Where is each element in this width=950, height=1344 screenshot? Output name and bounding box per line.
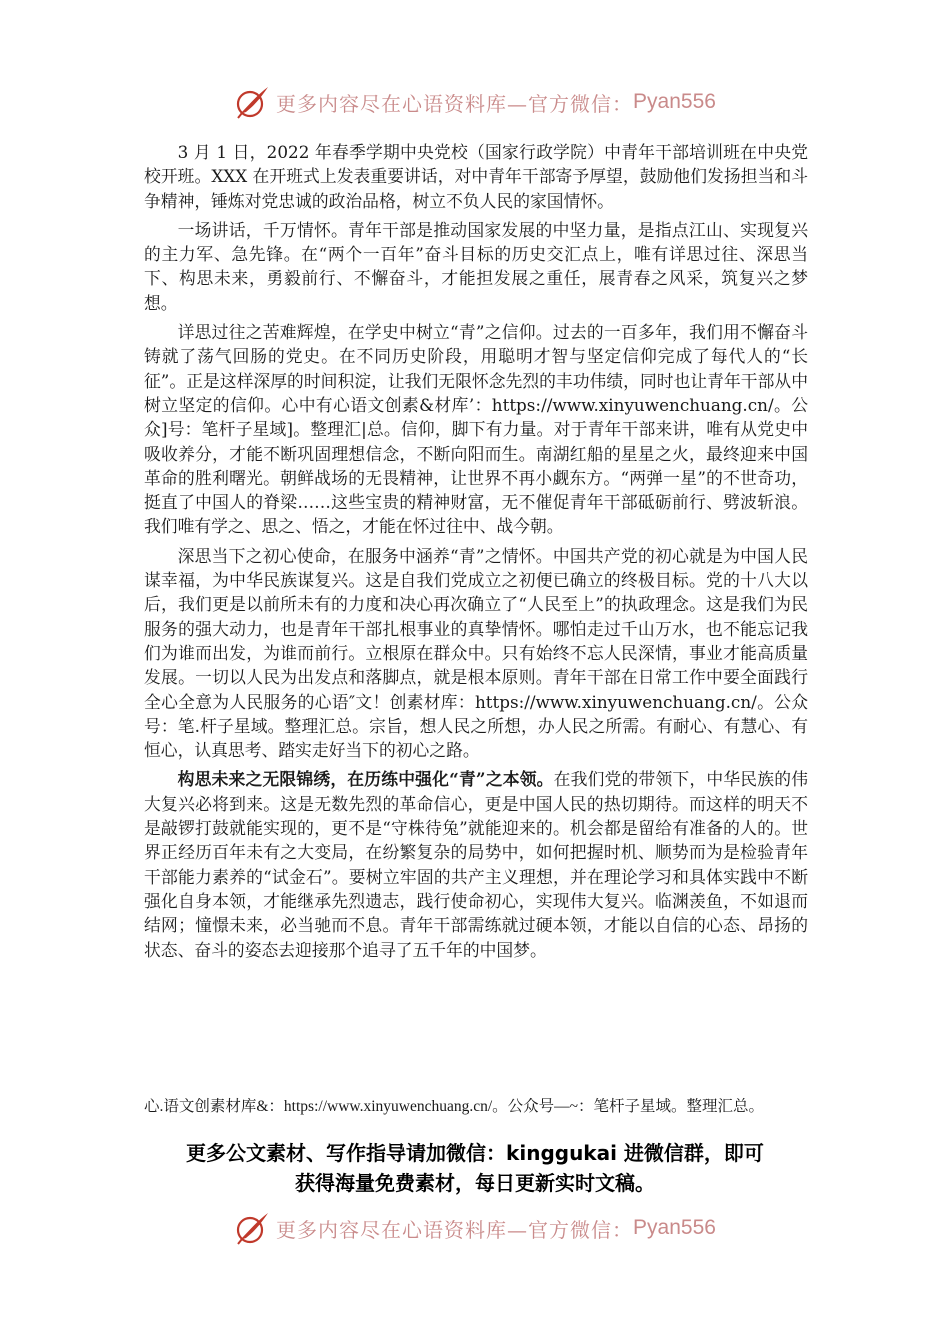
top-banner <box>0 80 950 124</box>
paragraph-5-lead: 构思未来之无限锦绣，在历练中强化“青”之本领。 <box>177 769 554 790</box>
promo-block <box>120 1138 830 1198</box>
promo-line-2: 获得海量免费素材，每日更新实时文稿。 <box>295 1171 655 1195</box>
paragraph-1: 3 月 1 日，2022 年春季学期中央党校（国家行政学院）中青年干部培训班在中央党校开班。XXX 在开班式上发表重要讲话，对中青年干部寄予厚望，鼓励他们发扬担当和斗争精神，锤炼对党忠诚的政治品格，树立不负人民的家国情怀。 <box>144 142 808 211</box>
bottom-banner <box>0 1206 950 1250</box>
promo-line-1: 更多公文素材、写作指导请加微信：kinggukai 进微信群，即可 <box>186 1141 764 1165</box>
source-line: 心.语文创素材库&：https://www.xinyuwenchuang.cn/。公众号—~：笔杆子星域。整理汇总。 <box>144 1098 765 1115</box>
paragraph-2: 一场讲话，千万情怀。青年干部是推动国家发展的中坚力量，是指点江山、实现复兴的主力军、急先锋。在“两个一百年”奋斗目标的历史交汇点上，唯有详思过往、深思当下、构思未来，勇毅前行、不懈奋斗，才能担发展之重任，展青春之风采，筑复兴之梦想。 <box>144 219 808 313</box>
banner-text: 更多内容尽在心语资料库—官方微信： <box>276 1217 634 1242</box>
paragraph-5 <box>144 767 808 961</box>
banner-wechat-id: Pyan556 <box>633 1216 716 1239</box>
paragraph-3: 详思过往之苦难辉煌，在学史中树立“青”之信仰。过去的一百多年，我们用不懈奋斗铸就了荡气回肠的党史。在不同历史阶段，用聪明才智与坚定信仰完成了每代人的“长征”。正是这样深厚的时间积淀，让我们无限怀念先烈的丰功伟绩，同时也让青年干部从中树立坚定的信仰。心中有心语文创素&材库’：https://www.xinyuwenchuang.cn/。公众]号：笔杆子星域]。整理汇|总。信仰，脚下有力量。对于青年干部来讲，唯有从党史中吸收养分，才能不断巩固理想信念，不断向阳而生。南湖红船的星星之火，最终迎来中国革命的胜利曙光。朝鲜战场的无畏精神，让世界不再小觑东方。“两弹一星”的不世奇功，挺直了中国人的脊梁……这些宝贵的精神财富，无不催促青年干部砥砺前行、劈波斩浪。我们唯有学之、思之、悟之，才能在怀过往中、战今朝。 <box>144 322 808 537</box>
paragraph-5-body: 在我们党的带领下，中华民族的伟大复兴必将到来。这是无数先烈的革命信心，更是中国人民的热切期待。而这样的明天不是敲锣打鼓就能实现的，更不是“守株待兔”就能迎来的。机会都是留给有准备的人的。世界正经历百年未有之大变局，在纷繁复杂的局势中，如何把握时机、顺势而为是检验青年干部能力素养的“试金石”。要树立牢固的共产主义理想，并在理论学习和具体实践中不断强化自身本领，才能继承先烈遗志，践行使命初心，实现伟大复兴。临渊羡鱼，不如退而结网；憧憬未来，必当驰而不息。青年干部需练就过硬本领，才能以自信的心态、昂扬的状态、奋斗的姿态去迎接那个追寻了五千年的中国梦。 <box>144 769 808 960</box>
banner-wechat-id: Pyan556 <box>633 90 716 113</box>
article-body <box>144 140 808 967</box>
quill-logo-icon <box>234 1210 270 1246</box>
paragraph-4: 深思当下之初心使命，在服务中涵养“青”之情怀。中国共产党的初心就是为中国人民谋幸福，为中华民族谋复兴。这是自我们党成立之初便已确立的终极目标。党的十八大以后，我们更是以前所未有的力度和决心再次确立了“人民至上”的执政理念。这是我们为民服务的强大动力，也是青年干部扎根事业的真挚情怀。哪怕走过千山万水，也不能忘记我们为谁而出发，为谁而前行。立根原在群众中。只有始终不忘人民深情，事业才能高质量发展。一切以人民为出发点和落脚点，就是根本原则。青年干部在日常工作中要全面践行全心全意为人民服务的心语″文！创素材库：https://www.xinyuwenchuang.cn/。公众号：笔.杆子星域。整理汇总。宗旨，想人民之所想，办人民之所需。有耐心、有慧心、有恒心，认真思考、踏实走好当下的初心之路。 <box>144 545 808 761</box>
quill-logo-icon <box>234 84 270 120</box>
banner-text: 更多内容尽在心语资料库—官方微信： <box>276 91 634 116</box>
